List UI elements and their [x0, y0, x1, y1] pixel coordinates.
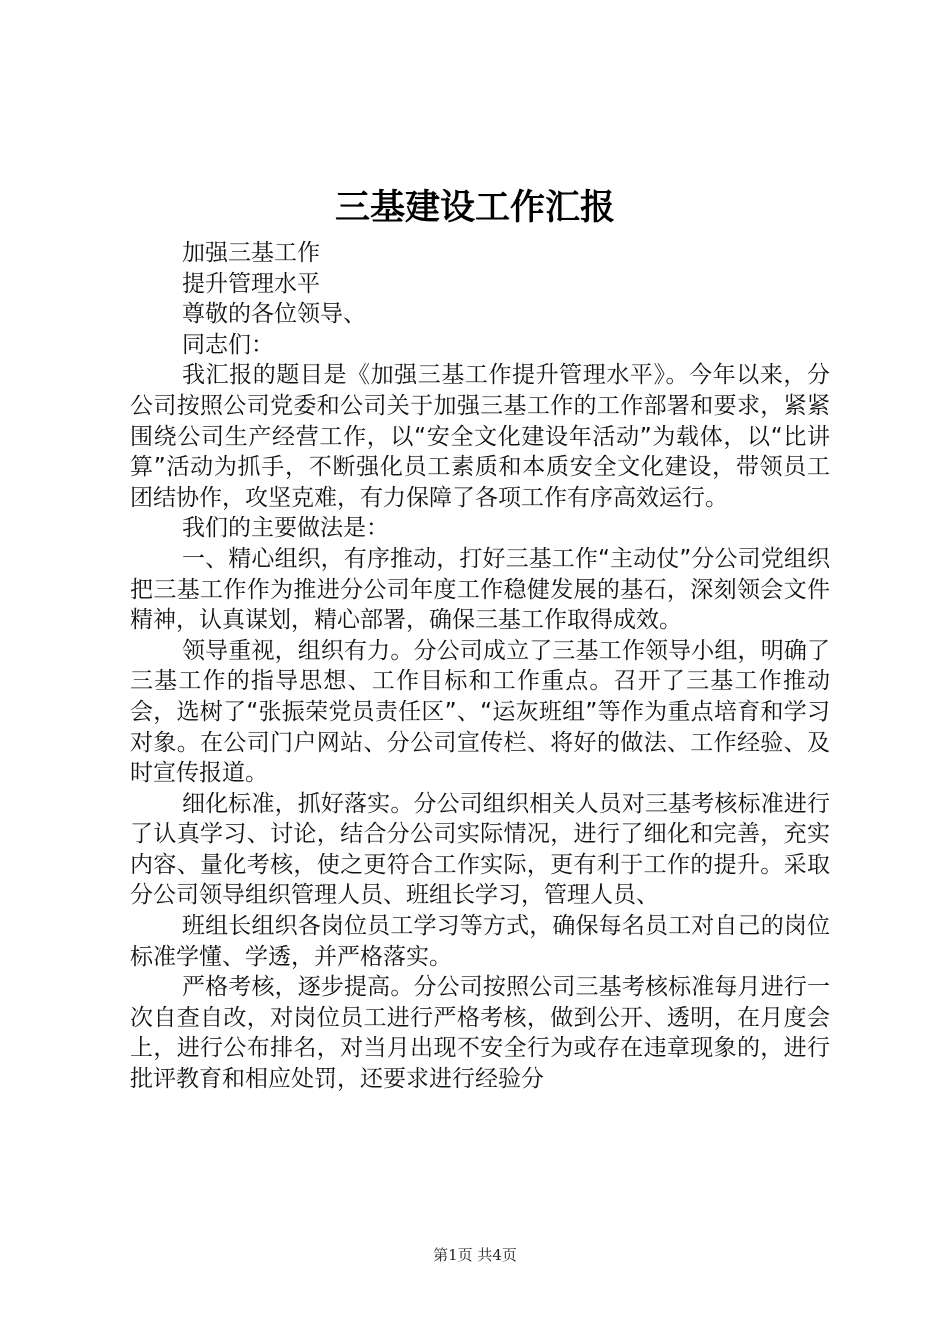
document-title: 三基建设工作汇报: [334, 187, 615, 228]
page-footer: 第1页 共4页: [433, 1246, 517, 1264]
paragraph: 细化标准，抓好落实。分公司组织相关人员对三基考核标准进行了认真学习、讨论，结合分公司实际情况，进行了细化和完善，充实内容、量化考核，使之更符合工作实际，更有利于工作的提升。采取分公司领导组织管理人员、班组长学习，管理人员、: [130, 790, 830, 909]
paragraph: 领导重视，组织有力。分公司成立了三基工作领导小组，明确了三基工作的指导思想、工作目标和工作重点。召开了三基工作推动会，选树了“张振荣党员责任区”、“运灰班组”等作为重点培育和学习对象。在公司门户网站、分公司宣传栏、将好的做法、工作经验、及时宣传报道。: [130, 637, 830, 787]
paragraph: 同志们：: [182, 331, 274, 358]
paragraph: 班组长组织各岗位员工学习等方式，确保每名员工对自己的岗位标准学懂、学透，并严格落实。: [130, 913, 830, 970]
document-body: [130, 238, 830, 1095]
paragraph: 我们的主要做法是：: [182, 515, 389, 542]
paragraph: 尊敬的各位领导、: [182, 301, 366, 328]
paragraph: 严格考核，逐步提高。分公司按照公司三基考核标准每月进行一次自查自改，对岗位员工进行严格考核，做到公开、透明，在月度会上，进行公布排名，对当月出现不安全行为或存在违章现象的，进行批评教育和相应处罚，还要求进行经验分: [130, 974, 830, 1093]
paragraph: 加强三基工作: [182, 240, 320, 266]
paragraph: 一、精心组织，有序推动，打好三基工作“主动仗”分公司党组织把三基工作作为推进分公司年度工作稳健发展的基石，深刻领会文件精神，认真谋划，精心部署，确保三基工作取得成效。: [130, 545, 830, 634]
paragraph: 我汇报的题目是《加强三基工作提升管理水平》。今年以来，分公司按照公司党委和公司关于加强三基工作的工作部署和要求，紧紧围绕公司生产经营工作，以“安全文化建设年活动”为载体，以“比讲算”活动为抓手，不断强化员工素质和本质安全文化建设，带领员工团结协作，攻坚克难，有力保障了各项工作有序高效运行。: [130, 362, 830, 511]
paragraph: 提升管理水平: [182, 270, 320, 297]
